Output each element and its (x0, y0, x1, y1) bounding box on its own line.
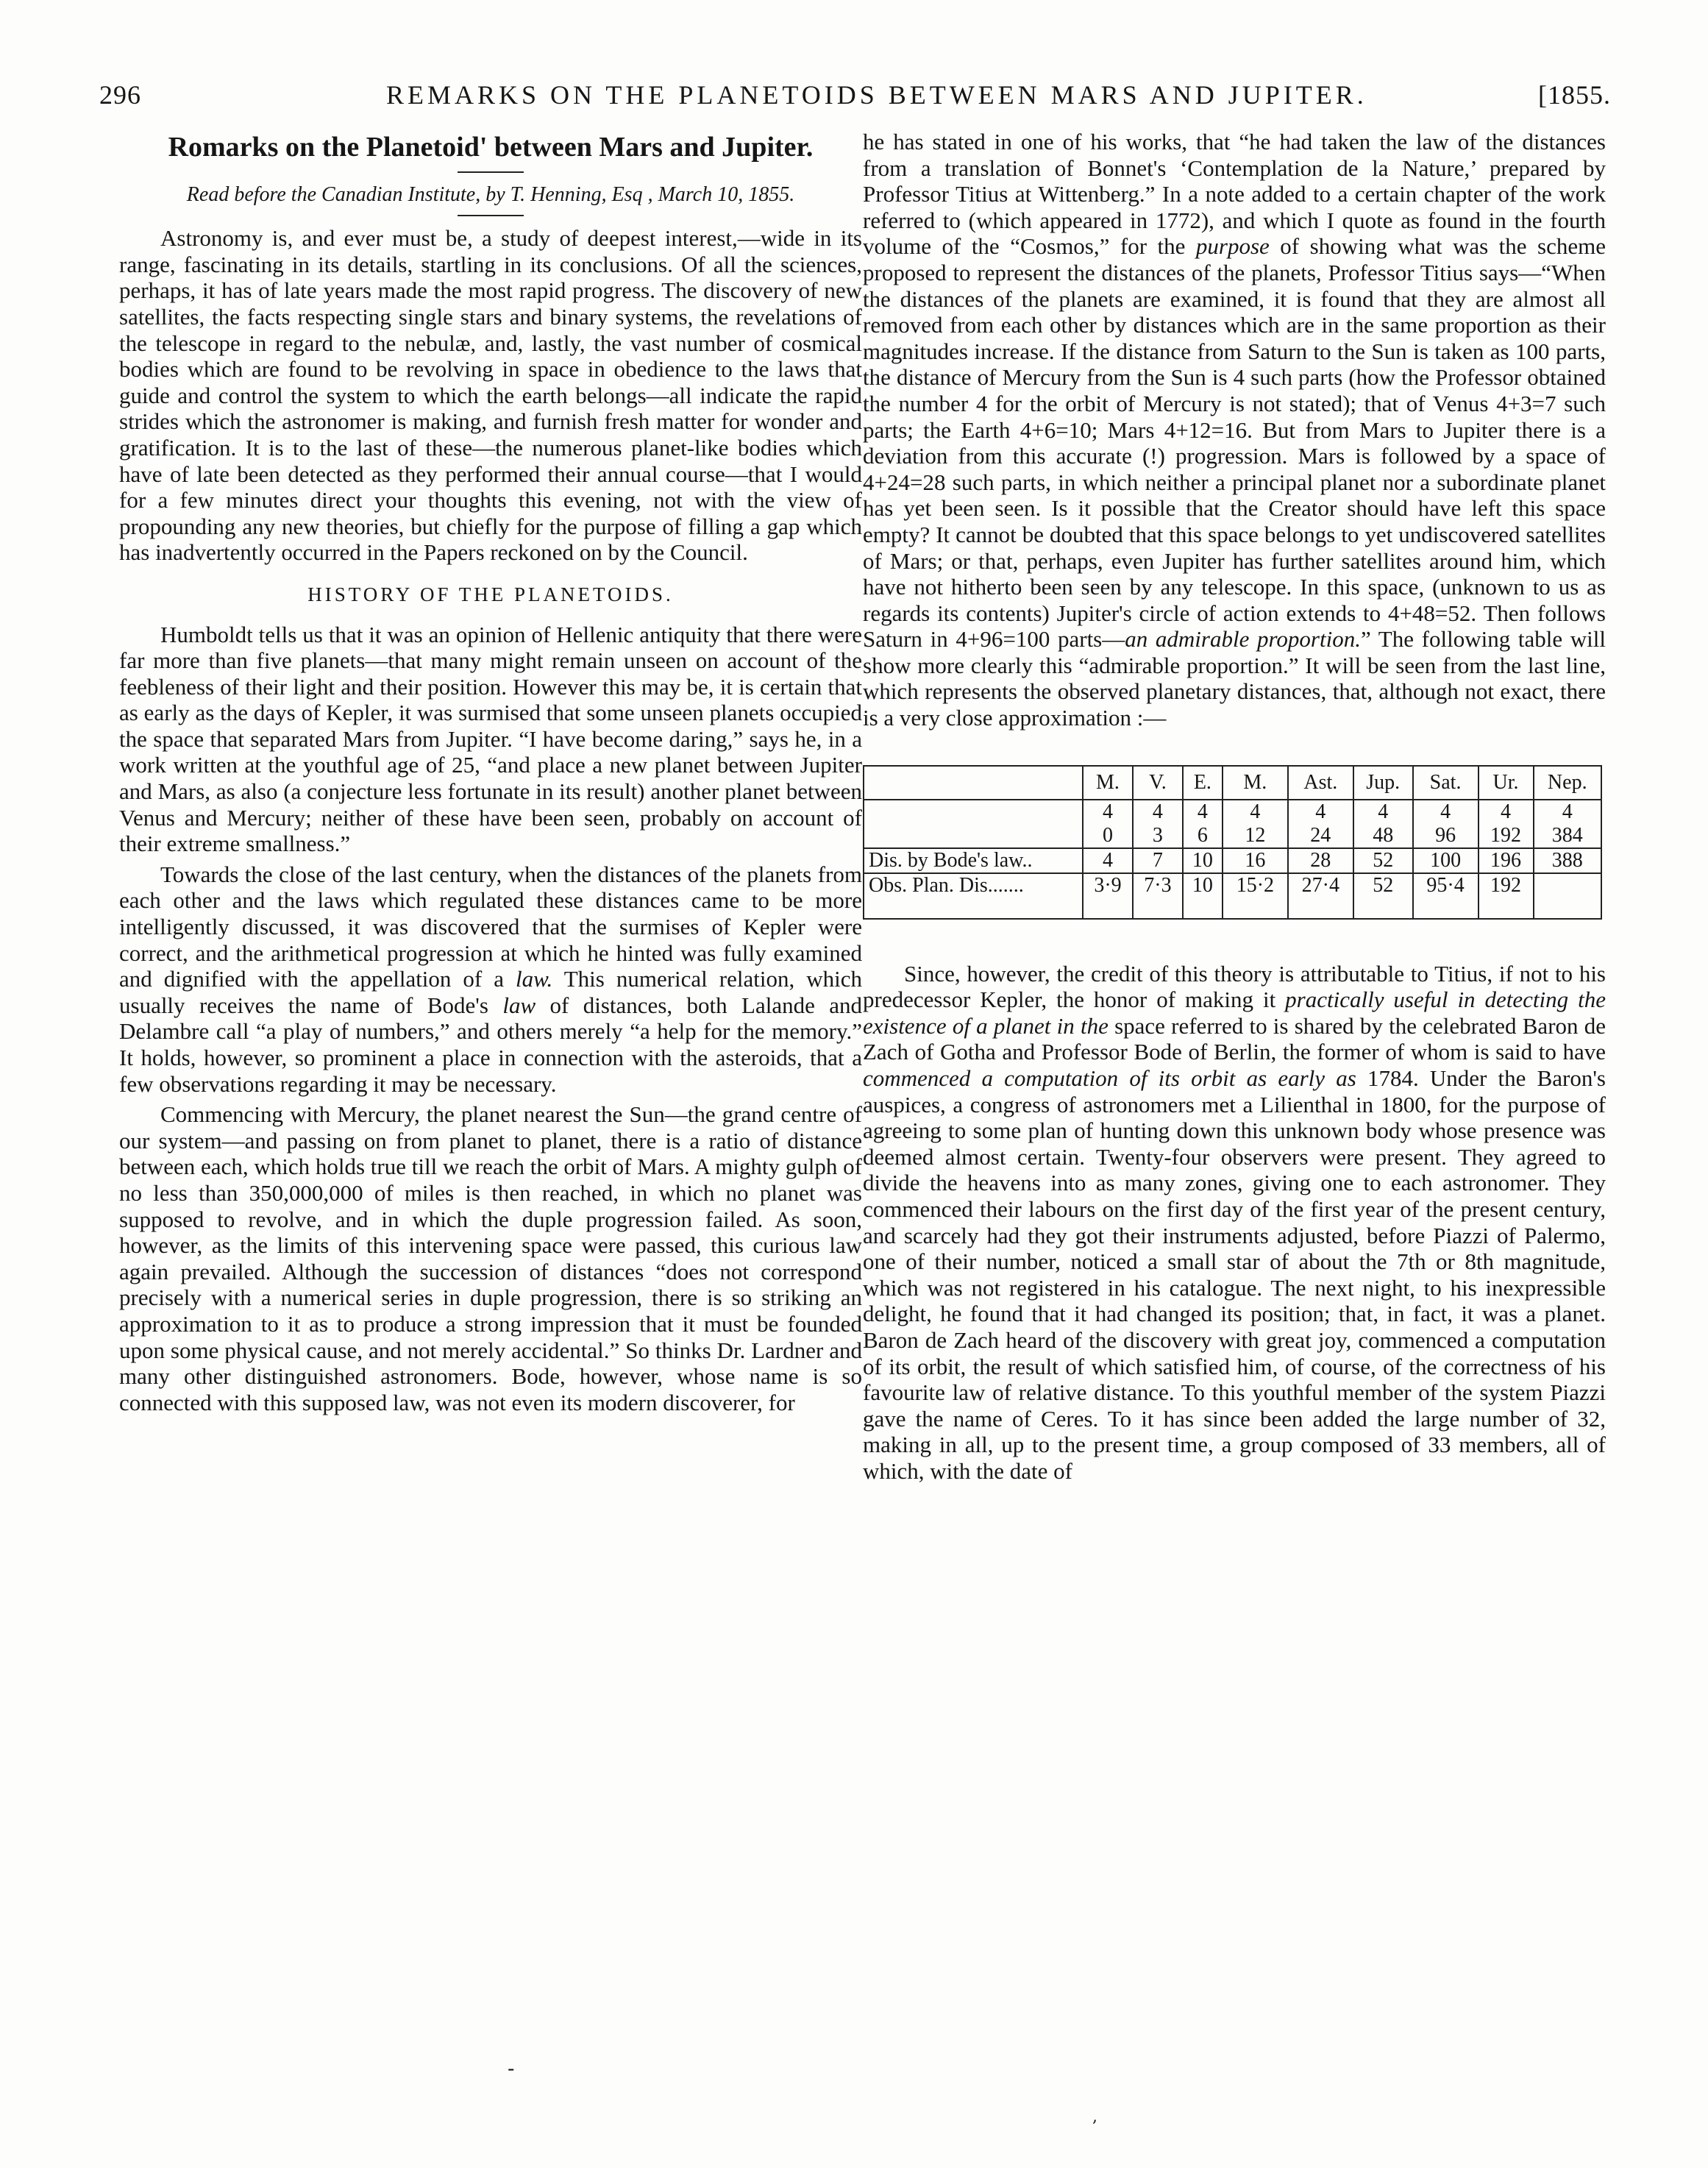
table-cell (1083, 898, 1133, 919)
paragraph-intro: Astronomy is, and ever must be, a study of deepest interest,—wide in its range, fascinating in its details, startling in its conclusions. Of all the sciences, perhaps, it has of late years made the most rapid progress. The discovery of new satellites, the facts respecting single stars and binary systems, the revelations of the telescope in regard to the nebulæ, and, lastly, the vast number of cosmical bodies which are found to be revolving in space in obedience to the laws that guide and control the system to which the earth belongs—all indicate the rapid strides which the astronomer is making, and furnish fresh matter for wonder and gratification. It is to the last of these—the numerous planet-like bodies which have of late been detected as they performed their annual course—that I would for a few minutes direct your thoughts this evening, not with the view of propounding any new theories, but chiefly for the purpose of filling a gap which has inadvertently occurred in the Papers reckoned on by the Council. (119, 225, 862, 566)
table-cell (1353, 898, 1413, 919)
row-label (864, 800, 1083, 824)
table-cell: 96 (1413, 824, 1479, 848)
footer-mark: - (508, 2056, 515, 2080)
table-cell (1413, 898, 1479, 919)
table-cell: 4 (1479, 800, 1534, 824)
table-cell: 388 (1534, 848, 1602, 873)
text-run: he has stated in one of his works, that “he had taken the law of the distances from a translation of Bonnet's ‘Contemplation de la Nature,’ prepared by Professor Titius at Wittenberg.” In a note added to a certain chapter of the work referred to (which appeared in 1772), and which I quote as found in the fourth volume of the “Cosmos,” for the (863, 129, 1606, 260)
table-cell: 52 (1353, 848, 1413, 873)
table-cell: 7 (1133, 848, 1183, 873)
paragraph-mercury: Commencing with Mercury, the planet nearest the Sun—the grand centre of our system—and passing on from planet to planet, there is a ratio of distance between each, which holds true till we reach the orbit of Mars. A mighty gulph of no less than 350,000,000 of miles is then reached, in which no planet was supposed to revolve, and in which the duple progression failed. As soon, however, as the limits of this intervening space were passed, this curious law again prevailed. Although the succession of distances “does not correspond precisely with a numerical series in duple progression, there is so striking an approximation to it as to produce a strong impression that it must be founded upon some physical cause, and not merely accidental.” So thinks Dr. Lardner and many other distinguished astronomers. Bode, however, whose name is so connected with this supposed law, was not even its modern discoverer, for (119, 1101, 862, 1415)
page-number: 296 (99, 80, 141, 110)
text-run: ” The following table will show more clearly this “admirable proportion.” It will be seen from the last line, which represents the observed planetary distances, that, although not exact, there is a very close approximation :— (863, 626, 1606, 731)
paragraph-titius (863, 129, 1606, 731)
table-cell: 16 (1223, 848, 1288, 873)
table-cell: 24 (1288, 824, 1353, 848)
table-cell: 10 (1183, 848, 1223, 873)
col-asteroids: Ast. (1288, 766, 1353, 800)
table-row-spacer (864, 898, 1601, 919)
table-cell: 12 (1223, 824, 1288, 848)
table-cell: 7·3 (1133, 873, 1183, 898)
table-cell: 0 (1083, 824, 1133, 848)
table-row-observed (864, 873, 1601, 898)
table-cell: 196 (1479, 848, 1534, 873)
row-label (864, 824, 1083, 848)
paragraph-humboldt: Humboldt tells us that it was an opinion of Hellenic antiquity that there were far more than five planets—that many might remain unseen on account of the feebleness of their light and their position. However this may be, it is certain that as early as the days of Kepler, it was surmised that some unseen planets occupied the space that separated Mars from Jupiter. “I have become daring,” says he, in a work written at the youthful age of 25, “and place a new planet between Jupiter and Mars, as also (a conjecture less fortunate in its result) another planet between Venus and Mercury; neither of these have been seen, probably on account of their extreme smallness.” (119, 621, 862, 857)
text-run: This numerical relation, which usually receives the name of Bode's (119, 966, 862, 1018)
table-cell: 4 (1223, 800, 1288, 824)
running-header (99, 79, 1611, 116)
byline: Read before the Canadian Institute, by T. Henning, Esq , March 10, 1855. (186, 182, 795, 206)
table-cell: 3 (1133, 824, 1183, 848)
table-cell: 6 (1183, 824, 1223, 848)
footer-mark-small: , (1092, 2108, 1097, 2126)
table-cell (1479, 898, 1534, 919)
text-run: Towards the close of the last century, when the distances of the planets from each other and the laws which regulated these distances came to be more intelligently discussed, it was discovered that the surmises of Kepler were correct, and the arithmetical progression at which he hinted was fully examined and dignified with the appellation of a (119, 861, 862, 992)
table-row-bode (864, 848, 1601, 873)
table-header-row (864, 766, 1601, 800)
table-cell: 4 (1083, 800, 1133, 824)
italic-commenced: commenced a computation of its orbit as early as (863, 1065, 1356, 1092)
table-row-base (864, 800, 1601, 824)
table-cell: 192 (1479, 824, 1534, 848)
table-cell: 48 (1353, 824, 1413, 848)
table-cell (864, 898, 1083, 919)
table-cell: 4 (1534, 800, 1602, 824)
table-cell: 10 (1183, 873, 1223, 898)
col-mercury: M. (1083, 766, 1133, 800)
bode-table (863, 765, 1602, 920)
table-cell: 4 (1353, 800, 1413, 824)
byline-rule (458, 215, 524, 216)
table-cell (1534, 898, 1602, 919)
table-cell: 27·4 (1288, 873, 1353, 898)
table-cell: 192 (1479, 873, 1534, 898)
italic-purpose: purpose (1195, 233, 1270, 260)
table-cell (1183, 898, 1223, 919)
running-title: REMARKS ON THE PLANETOIDS BETWEEN MARS AND JUPITER. (386, 80, 1367, 110)
table-cell: 15·2 (1223, 873, 1288, 898)
title-rule (458, 171, 524, 173)
table-cell: 4 (1083, 848, 1133, 873)
col-neptune: Nep. (1534, 766, 1602, 800)
text-run: of showing what was the scheme proposed to represent the distances of the planets, Professor Titius says—“When the distances of the planets are examined, it is found that they are almost all removed from each other by distances which are in the same proportion as their magnitudes increase. If the distance from Saturn to the Sun is taken as 100 parts, the distance of Mercury from the Sun is 4 such parts (how the Professor obtained the number 4 for the orbit of Mercury is not stated); that of Venus 4+3=7 such parts; the Earth 4+6=10; Mars 4+12=16. But from Mars to Jupiter there is a deviation from this accurate (!) progression. Mars is followed by a space of 4+24=28 such parts, in which neither a principal planet nor a subordinate planet has yet been seen. Is it possible that the Creator should have left this space empty? It cannot be doubted that this space belongs to yet undiscovered satellites of Mars; or that, perhaps, even Jupiter has further satellites around him, which have not hitherto been seen by any telescope. In this space, (unknown to us as regards its contents) Jupiter's circle of action extends to 4+48=52. Then follows Saturn in 4+96=100 parts— (863, 233, 1606, 653)
table-cell: 3·9 (1083, 873, 1133, 898)
italic-useful: practically useful in detecting the existence of a planet in the (863, 987, 1606, 1039)
row-label-bode: Dis. by Bode's law.. (864, 848, 1083, 873)
right-column (863, 129, 1606, 1489)
col-mars: M. (1223, 766, 1288, 800)
paragraph-ceres (863, 961, 1606, 1485)
table-cell: 100 (1413, 848, 1479, 873)
col-saturn: Sat. (1413, 766, 1479, 800)
table-cell (1223, 898, 1288, 919)
text-run: Since, however, the credit of this theory is attributable to Titius, if not to his predecessor Kepler, the honor of making it (863, 960, 1606, 1013)
table-cell: 4 (1288, 800, 1353, 824)
text-run: of distances, both Lalande and Delambre call “a play of numbers,” and others merely “a help for the memory.” It holds, however, so prominent a place in connection with the asteroids, that a few observations regarding it may be necessary. (119, 992, 862, 1097)
italic-law: law. (516, 966, 553, 992)
row-label-observed: Obs. Plan. Dis....... (864, 873, 1083, 898)
table-cell: 4 (1133, 800, 1183, 824)
italic-admirable: an admirable proportion. (1125, 626, 1361, 653)
paragraph-bodes-law (119, 861, 862, 1097)
section-heading: HISTORY OF THE PLANETOIDS. (307, 583, 674, 605)
table-cell: 4 (1413, 800, 1479, 824)
table-cell: 384 (1534, 824, 1602, 848)
table-row-increment (864, 824, 1601, 848)
table-corner (864, 766, 1083, 800)
italic-law: law (502, 992, 536, 1018)
article-title: Romarks on the Planetoid' between Mars and Jupiter. (168, 132, 814, 163)
bode-table-wrap (863, 765, 1606, 920)
table-cell (1133, 898, 1183, 919)
left-column (119, 129, 862, 1420)
table-cell: 52 (1353, 873, 1413, 898)
text-run: space referred to is shared by the celebrated Baron de Zach of Gotha and Professor Bode of Berlin, the former of whom is said to have (863, 1012, 1606, 1065)
col-venus: V. (1133, 766, 1183, 800)
col-jupiter: Jup. (1353, 766, 1413, 800)
table-cell (1534, 873, 1602, 898)
text-run: 1784. Under the Baron's auspices, a congress of astronomers met a Lilienthal in 1800, for the purpose of agreeing to some plan of hunting down this unknown body whose presence was deemed almost certain. Twenty-four observers were present. They agreed to divide the heavens into as many zones, giving one to each astronomer. They commenced their labours on the first day of the first year of the present century, and scarcely had they got their instruments adjusted, before Piazzi of Palermo, one of their number, noticed a small star of about the 7th or 8th magnitude, which was not registered in his catalogue. The next night, to his inexpressible delight, he found that it had changed its position; that, in fact, it was a planet. Baron de Zach heard of the discovery with great joy, commenced a computation of its orbit, the result of which satisfied him, of course, of the correctness of his favourite law of relative distance. To this youthful member of the system Piazzi gave the name of Ceres. To it has since been added the large number of 32, making in all, up to the present time, a group composed of 33 members, all of which, with the date of (863, 1065, 1606, 1484)
table-cell (1288, 898, 1353, 919)
table-cell: 4 (1183, 800, 1223, 824)
table-cell: 95·4 (1413, 873, 1479, 898)
table-cell: 28 (1288, 848, 1353, 873)
header-year: [1855. (1538, 80, 1611, 110)
col-earth: E. (1183, 766, 1223, 800)
col-uranus: Ur. (1479, 766, 1534, 800)
